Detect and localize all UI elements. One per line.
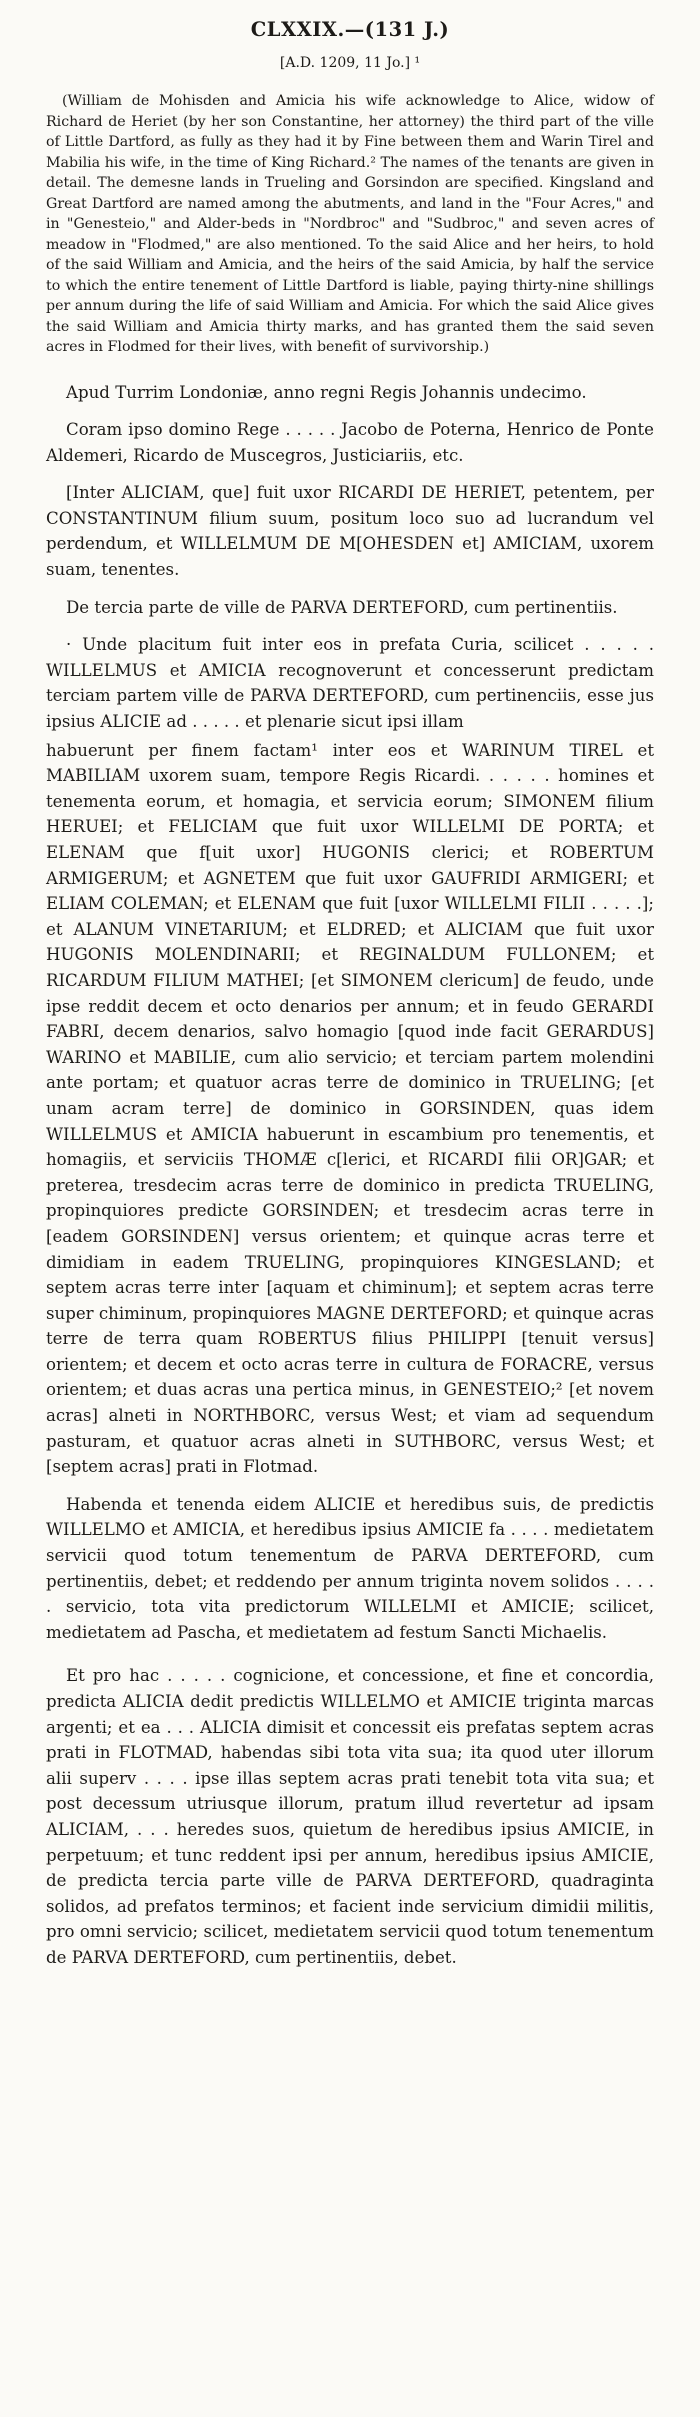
fine-number-heading: CLXXIX.—(131 J.) — [250, 18, 450, 41]
body-paragraph-subject: De tercia parte de ville de PARVA DERTEFORD, cum pertinentiis. — [66, 597, 618, 617]
body-paragraph-justices: Coram ipso domino Rege . . . . . Jacobo de Poterna, Henrico de Ponte Aldemeri, Ricardo de Muscegros, Justiciariis, etc. — [46, 420, 654, 465]
date-line: [A.D. 1209, 11 Jo.] ¹ — [279, 55, 421, 71]
body-paragraph-tenants: habuerunt per finem factam¹ inter eos et WARINUM TIREL et MABILIAM uxorem suam, tempore Regis Ricardi. . . . . . homines et tenementa eorum, et homagia, et servicia eorum; SIMONEM filium HERUEI; et FELICIAM que fuit uxor WILLELMI DE PORTA; et ELENAM que f[uit uxor] HUGONIS clerici; et ROBERTUM ARMIGERUM; et AGNETEM que fuit uxor GAUFRIDI ARMIGERI; et ELIAM COLEMAN; et ELENAM que fuit [uxor WILLELMI FILII . . . . .]; et ALANUM VINETARIUM; et ELDRED; et ALICIAM que fuit uxor HUGONIS MOLENDINARII; et REGINALDUM FULLONEM; et RICARDUM FILIUM MATHEI; [et SIMONEM clericum] de feudo, unde ipse reddit decem et octo denarios per annum; et in feudo GERARDI FABRI, decem denarios, salvo homagio [quod inde facit GERARDUS] WARINO et MABILIE, cum alio servicio; et terciam partem molendini ante portam; et quatuor acras terre de dominico in TRUELING; [et unam acram terre] de dominico in GORSINDEN, quas idem WILLELMUS et AMICIA habuerunt in escambium pro tenementis, et homagiis, et serviciis THOMÆ c[lerici, et RICARDI filii OR]GAR; et preterea, tresdecim acras terre de dominico in predicta TRUELING, propinquiores predicte GORSINDEN; et tresdecim acras terre in [eadem GORSINDEN] versus orientem; et quinque acras terre et dimidiam in eadem TRUELING, propinquiores KINGESLAND; et septem acras terre inter [aquam et chiminum]; et septem acras terre super chiminum, propinquiores MAGNE DERTEFORD; et quinque acras terre de terra quam ROBERTUS filius PHILIPPI [tenuit versus] orientem; et decem et octo acras terre in cultura de FORACRE, versus orientem; et duas acras una pertica minus, in GENESTEIO;² [et novem acras] alneti in NORTHBORC, versus West; et viam ad sequendum pasturam, et quatuor acras alneti in SUTHBORC, versus West; et [septem acras] prati in Flotmad. — [46, 740, 654, 1477]
body-paragraph-habendum: Habenda et tenenda eidem ALICIE et heredibus suis, de predictis WILLELMO et AMICIA, et heredibus ipsius AMICIE fa . . . . medietatem servicii quod totum tenementum de PARVA DERTEFORD, cum pertinentiis, debet; et reddendo per annum triginta novem solidos . . . . . servicio, tota vita predictorum WILLELMI et AMICIE; scilicet, medietatem ad Pascha, et medietatem ad festum Sancti Michaelis. — [46, 1494, 654, 1642]
body-paragraph-recognition: · Unde placitum fuit inter eos in prefata Curia, scilicet . . . . . WILLELMUS et AMICIA recognoverunt et concesserunt predictam terciam partem ville de PARVA DERTEFORD, cum pertinenciis, esse jus ipsius ALICIE ad . . . . . et plenarie sicut ipsi illam — [46, 635, 654, 732]
english-abstract: (William de Mohisden and Amicia his wife acknowledge to Alice, widow of Richard de Heriet (by her son Constantine, her attorney) the third part of the ville of Little Dartford, as fully as they had it by Fine between them and Warin Tirel and Mabilia his wife, in the time of King Richard.² The names of the tenants are given in detail. The demesne lands in Trueling and Gorsindon are specified. Kingsland and Great Dartford are named among the abutments, and land in the "Four Acres," and in "Genesteio," and Alder-beds in "Nordbroc" and "Sudbroc," and seven acres of meadow in "Flodmed," are also mentioned. To the said Alice and her heirs, to hold of the said William and Amicia, and the heirs of the said Amicia, by half the service to which the entire tenement of Little Dartford is liable, paying thirty-nine shillings per annum during the life of said William and Amicia. For which the said Alice gives the said William and Amicia thirty marks, and has granted them the said seven acres in Flodmed for their lives, with benefit of survivorship.) — [46, 93, 654, 355]
body-paragraph-place: Apud Turrim Londoniæ, anno regni Regis Johannis undecimo. — [66, 382, 587, 402]
body-paragraph-consideration: Et pro hac . . . . . cognicione, et concessione, et fine et concordia, predicta ALICIA dedit predictis WILLELMO et AMICIE triginta marcas argenti; et ea . . . ALICIA dimisit et concessit eis prefatas septem acras prati in FLOTMAD, habendas sibi tota vita sua; ita quod uter illorum alii superv . . . . ipse illas septem acras prati tenebit tota vita sua; et post decessum utriusque illorum, pratum illud revertetur ad ipsam ALICIAM, . . . heredes suos, quietum de heredibus ipsius AMICIE, in perpetuum; et tunc reddent ipsi per annum, heredibus ipsius AMICIE, de predicta tercia parte ville de PARVA DERTEFORD, quadraginta solidos, ad prefatos terminos; et facient inde servicium dimidii militis, pro omni servicio; scilicet, medietatem servicii quod totum tenementum de PARVA DERTEFORD, cum pertinentiis, debet. — [46, 1666, 654, 1967]
body-paragraph-parties: [Inter ALICIAM, que] fuit uxor RICARDI DE HERIET, petentem, per CONSTANTINUM filium suum, positum loco suo ad lucrandum vel perdendum, et WILLELMUM DE M[OHESDEN et] AMICIAM, uxorem suam, tenentes. — [46, 483, 654, 580]
document-page — [46, 18, 654, 1983]
